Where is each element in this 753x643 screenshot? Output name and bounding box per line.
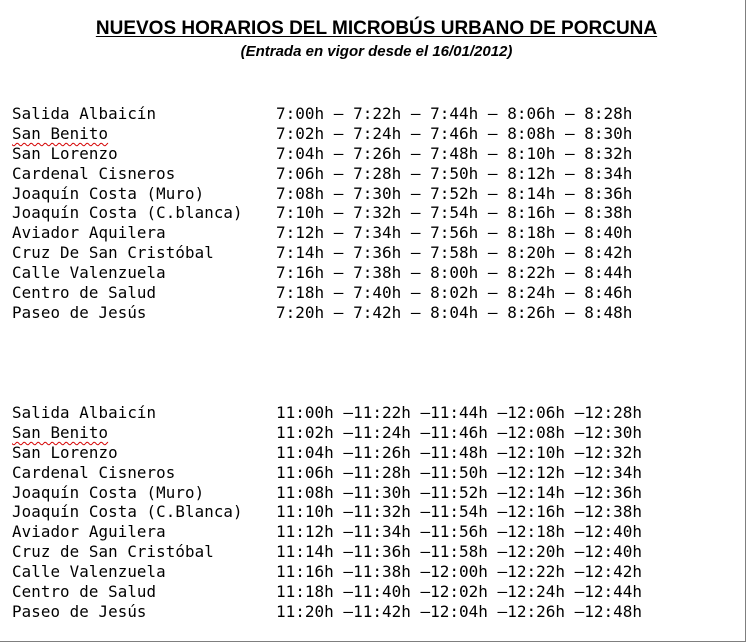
schedule-row xyxy=(12,602,732,622)
stop-name: Centro de Salud xyxy=(12,283,157,303)
schedule-row xyxy=(12,203,732,223)
stop-name: Joaquín Costa (C.Blanca) xyxy=(12,502,243,522)
stop-name: Cruz de San Cristóbal xyxy=(12,542,214,562)
stop-times: 11:10h —11:32h —11:54h —12:16h —12:38h xyxy=(276,502,643,522)
stop-name: San Benito xyxy=(12,422,109,442)
stop-name: Cardenal Cisneros xyxy=(12,163,176,183)
stop-times: 7:16h — 7:38h — 8:00h — 8:22h — 8:44h xyxy=(276,263,633,283)
stop-name: Joaquín Costa (Muro) xyxy=(12,482,205,502)
stop-times: 7:10h — 7:32h — 7:54h — 8:16h — 8:38h xyxy=(276,203,633,223)
stop-name: Joaquín Costa (Muro) xyxy=(12,183,205,203)
schedule-row xyxy=(12,463,732,483)
stop-name: San Lorenzo xyxy=(12,143,118,163)
stop-times: 7:00h — 7:22h — 7:44h — 8:06h — 8:28h xyxy=(276,104,633,123)
schedule-row xyxy=(12,164,732,184)
schedule-row xyxy=(12,124,732,144)
stop-name: San Lorenzo xyxy=(12,442,118,462)
stop-name: Salida Albaicín xyxy=(12,403,157,422)
stop-times: 7:06h — 7:28h — 7:50h — 8:12h — 8:34h xyxy=(276,163,633,183)
schedule-row xyxy=(12,562,732,582)
stop-name: Calle Valenzuela xyxy=(12,562,166,582)
stop-times: 11:08h —11:30h —11:52h —12:14h —12:36h xyxy=(276,482,643,502)
stop-name: Cardenal Cisneros xyxy=(12,462,176,482)
stop-times: 7:08h — 7:30h — 7:52h — 8:14h — 8:36h xyxy=(276,183,633,203)
schedule-row xyxy=(12,144,732,164)
stop-name: San Benito xyxy=(12,123,109,143)
stop-times: 11:04h —11:26h —11:48h —12:10h —12:32h xyxy=(276,442,643,462)
stop-times: 7:18h — 7:40h — 8:02h — 8:24h — 8:46h xyxy=(276,283,633,303)
stop-name: Salida Albaicín xyxy=(12,104,157,123)
stop-times: 7:02h — 7:24h — 7:46h — 8:08h — 8:30h xyxy=(276,123,633,143)
schedule-row xyxy=(12,403,732,423)
stop-times: 11:12h —11:34h —11:56h —12:18h —12:40h xyxy=(276,522,643,542)
stop-times: 7:20h — 7:42h — 8:04h — 8:26h — 8:48h xyxy=(276,302,633,322)
stop-times: 11:00h —11:22h —11:44h —12:06h —12:28h xyxy=(276,403,643,422)
schedule-row xyxy=(12,522,732,542)
stop-times: 11:02h —11:24h —11:46h —12:08h —12:30h xyxy=(276,422,643,442)
schedule-row xyxy=(12,263,732,283)
stop-name: Centro de Salud xyxy=(12,582,157,602)
stop-times: 11:14h —11:36h —11:58h —12:20h —12:40h xyxy=(276,542,643,562)
schedule-row xyxy=(12,542,732,562)
schedule-row xyxy=(12,104,732,124)
stop-times: 7:14h — 7:36h — 7:58h — 8:20h — 8:42h xyxy=(276,243,633,263)
stop-times: 11:06h —11:28h —11:50h —12:12h —12:34h xyxy=(276,462,643,482)
stop-name: Calle Valenzuela xyxy=(12,263,166,283)
midday-schedule xyxy=(12,403,732,622)
stop-name: Paseo de Jesús xyxy=(12,302,147,322)
stop-times: 7:12h — 7:34h — 7:56h — 8:18h — 8:40h xyxy=(276,223,633,243)
stop-name: Aviador Aguilera xyxy=(12,522,166,542)
schedule-row xyxy=(12,483,732,503)
stop-times: 7:04h — 7:26h — 7:48h — 8:10h — 8:32h xyxy=(276,143,633,163)
schedule-row xyxy=(12,223,732,243)
stop-times: 11:16h —11:38h —12:00h —12:22h —12:42h xyxy=(276,562,643,582)
schedule-row xyxy=(12,184,732,204)
document-title: NUEVOS HORARIOS DEL MICROBÚS URBANO DE PORCUNA xyxy=(95,18,658,39)
document-subtitle: (Entrada en vigor desde el 16/01/2012) xyxy=(240,43,513,60)
stop-times: 11:20h —11:42h —12:04h —12:26h —12:48h xyxy=(276,601,643,621)
schedule-row xyxy=(12,283,732,303)
schedule-row xyxy=(12,423,732,443)
schedule-row xyxy=(12,443,732,463)
morning-schedule xyxy=(12,104,732,323)
schedule-row xyxy=(12,582,732,602)
stop-times: 11:18h —11:40h —12:02h —12:24h —12:44h xyxy=(276,582,643,602)
schedule-row xyxy=(12,243,732,263)
stop-name: Cruz De San Cristóbal xyxy=(12,243,214,263)
schedule-row xyxy=(12,303,732,323)
stop-name: Paseo de Jesús xyxy=(12,601,147,621)
stop-name: Joaquín Costa (C.blanca) xyxy=(12,203,243,223)
stop-name: Aviador Aquilera xyxy=(12,223,166,243)
schedule-row xyxy=(12,502,732,522)
